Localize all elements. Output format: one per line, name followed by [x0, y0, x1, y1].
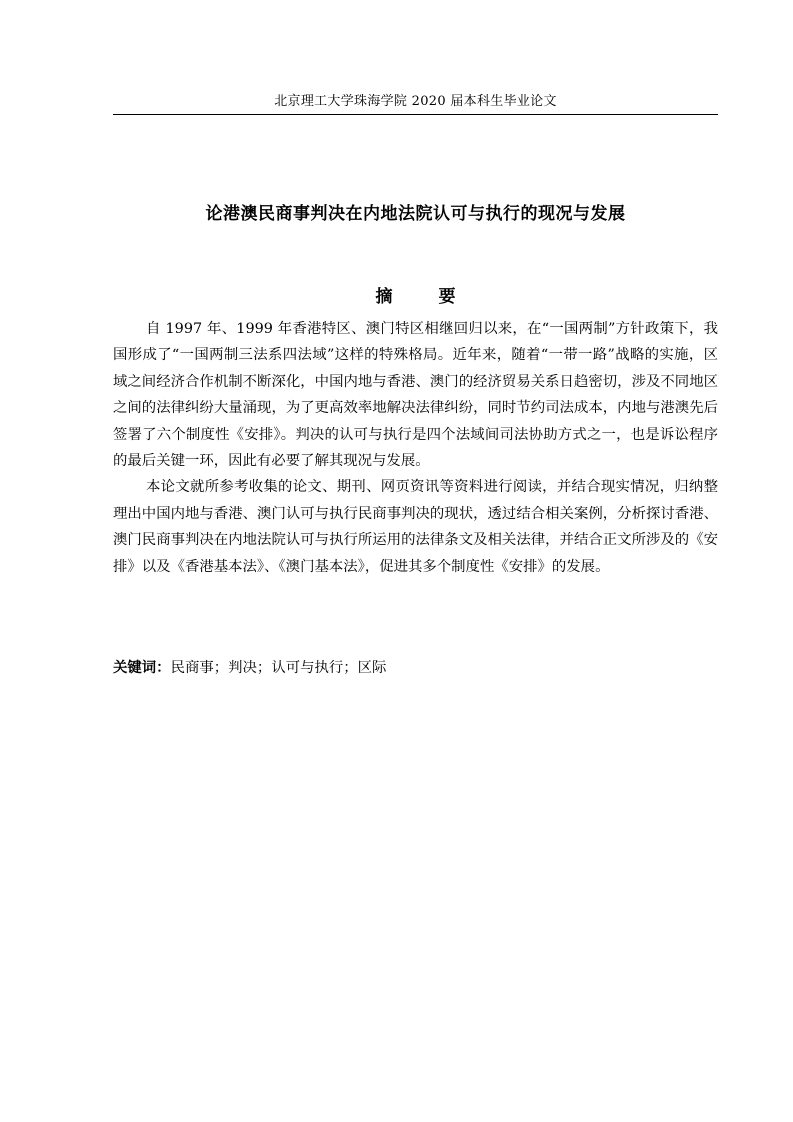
- keywords-value: 民商事；判决；认可与执行；区际: [170, 660, 387, 676]
- keywords-label: 关键词：: [113, 660, 171, 676]
- abstract-paragraph-1: 自 1997 年、1999 年香港特区、澳门特区相继回归以来，在“一国两制”方针政策下，我国形成了“一国两制三法系四法域”这样的特殊格局。近年来，随着“一带一路”战略的实施，区域之间经济合作机制不断深化，中国内地与香港、澳门的经济贸易关系日趋密切，涉及不同地区之间的法律纠纷大量涌现，为了更高效率地解决法律纠纷，同时节约司法成本，内地与港澳先后签署了六个制度性《安排》。判决的认可与执行是四个法域间司法协助方式之一，也是诉讼程序的最后关键一环，因此有必要了解其现况与发展。: [113, 321, 718, 470]
- thesis-title: 论港澳民商事判决在内地法院认可与执行的现况与发展: [205, 204, 626, 224]
- abstract-heading: 摘 要: [375, 287, 476, 307]
- abstract-paragraph-2: 本论文就所参考收集的论文、期刊、网页资讯等资料进行阅读，并结合现实情况，归纳整理出中国内地与香港、澳门认可与执行民商事判决的现状，透过结合相关案例，分析探讨香港、澳门民商事判决在内地法院认可与执行所运用的法律条文及相关法律，并结合正文所涉及的《安排》以及《香港基本法》、《澳门基本法》，促进其多个制度性《安排》的发展。: [113, 479, 718, 575]
- keywords-line: [113, 655, 718, 681]
- page-header-text: 北京理工大学珠海学院 2020 届本科生毕业论文: [274, 94, 557, 109]
- abstract-body: [113, 316, 718, 580]
- page-header: [113, 92, 718, 115]
